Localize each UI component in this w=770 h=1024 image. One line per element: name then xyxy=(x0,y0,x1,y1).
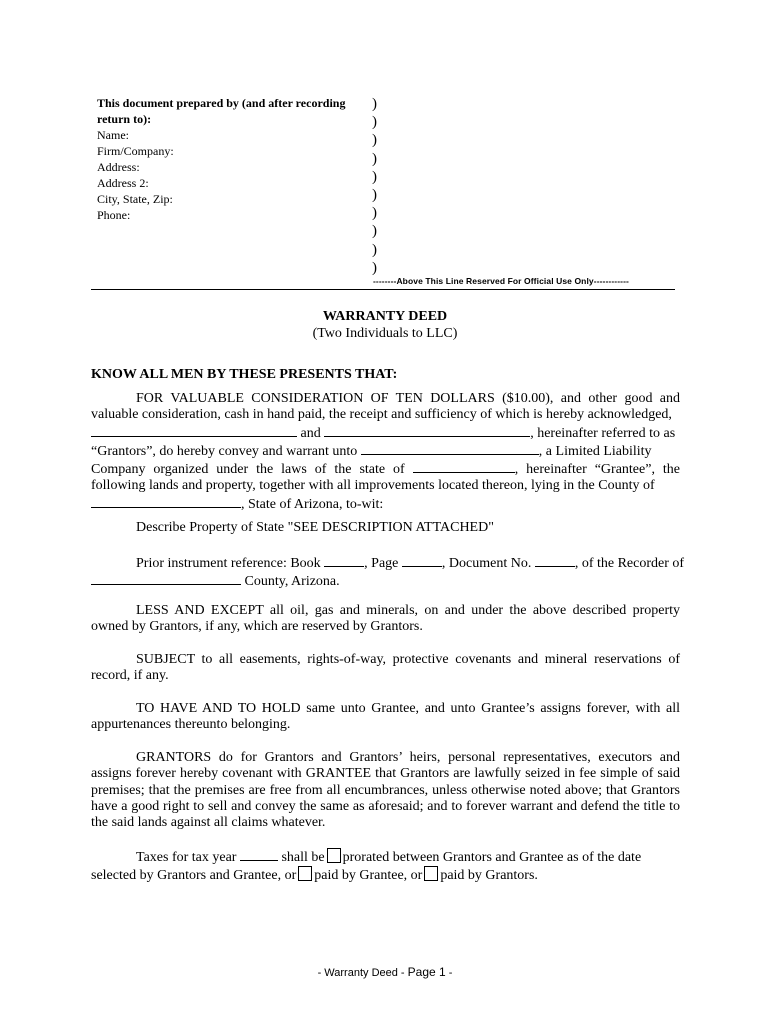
footer-tail: - xyxy=(445,967,453,979)
describe-text: Describe Property of State "SEE DESCRIPTION ATTACHED" xyxy=(136,520,494,535)
tax-year-blank[interactable] xyxy=(240,848,278,861)
habendum-text: TO HAVE AND TO HOLD same unto Grantee, and unto Grantee’s assigns forever, with all appurtenances thereunto belonging. xyxy=(91,701,680,733)
recorder-county-blank[interactable] xyxy=(91,572,241,585)
paren: ) xyxy=(372,223,377,240)
page-blank[interactable] xyxy=(402,554,442,567)
habendum-paragraph xyxy=(91,701,680,734)
paren: ) xyxy=(372,205,377,222)
subject-text: SUBJECT to all easements, rights-of-way, protective covenants and mineral reservations of record, if any. xyxy=(91,652,680,684)
field-phone: Phone: xyxy=(97,208,131,222)
field-firm: Firm/Company: xyxy=(97,144,174,158)
subject-paragraph xyxy=(91,652,680,685)
document-no-label: , Document No. xyxy=(441,556,532,571)
paren: ) xyxy=(372,259,377,276)
page-label: , Page xyxy=(364,556,399,571)
document-subtitle: (Two Individuals to LLC) xyxy=(312,326,458,341)
paren: ) xyxy=(372,96,377,112)
prorated-checkbox[interactable] xyxy=(327,848,341,863)
book-label: Prior instrument reference: Book xyxy=(136,556,321,571)
field-city-state-zip: City, State, Zip: xyxy=(97,192,173,206)
less-except-text: LESS AND EXCEPT all oil, gas and minerals, on and under the above described property owned by Grantors, if any, which are reserved by Grantors. xyxy=(91,603,680,635)
paren: ) xyxy=(372,241,377,258)
grantor-1-blank[interactable] xyxy=(91,424,297,437)
grantee-blank[interactable] xyxy=(361,442,539,455)
consideration-text: FOR VALUABLE CONSIDERATION OF TEN DOLLARS ($10.00), and other good and valuable consideration, cash in hand paid, the receipt and sufficiency of which is hereby acknowledged, xyxy=(91,391,680,423)
field-name: Name: xyxy=(97,128,129,142)
prepared-by-label: This document prepared by (and after recording xyxy=(97,96,346,110)
grantors-text: “Grantors”, do hereby convey and warrant unto xyxy=(91,443,358,459)
prior-instrument xyxy=(91,554,685,591)
paid-by-grantee-text: paid by Grantee, or xyxy=(314,868,423,884)
know-all-heading: KNOW ALL MEN BY THESE PRESENTS THAT: xyxy=(91,367,398,382)
book-blank[interactable] xyxy=(324,554,364,567)
grantee-text: , hereinafter “Grantee”, the following lands and property, together with all improvements located thereon, lying in the County of xyxy=(91,462,680,494)
consideration-paragraph xyxy=(91,391,680,513)
paid-by-grantors-checkbox[interactable] xyxy=(424,866,438,881)
taxes-text xyxy=(91,848,680,885)
reserved-line-label: --------Above This Line Reserved For Official Use Only------------ xyxy=(373,276,629,286)
county-line xyxy=(91,495,680,513)
hereinafter-text: , hereinafter referred to as xyxy=(530,425,676,441)
paren: ) xyxy=(372,168,377,185)
prior-line-2 xyxy=(91,572,680,590)
field-address: Address: xyxy=(97,160,140,174)
shall-be-text: shall be xyxy=(281,850,325,865)
paren: ) xyxy=(372,132,377,149)
prorated-text: prorated between Grantors and Grantee as of the date selected by Grantors and Grantee, or xyxy=(91,850,642,884)
grantee-line xyxy=(91,442,680,460)
paren: ) xyxy=(372,150,377,167)
covenant-paragraph xyxy=(91,750,680,831)
llc-text: , a Limited Liability xyxy=(538,443,652,459)
county-arizona-text: County, Arizona. xyxy=(244,574,340,590)
company-text: Company organized under the laws of the state of xyxy=(91,462,405,478)
grantor-2-blank[interactable] xyxy=(324,424,530,437)
reserved-divider xyxy=(91,289,675,290)
and-text: and xyxy=(300,425,321,441)
return-to-label: return to): xyxy=(97,112,152,126)
covenant-text: GRANTORS do for Grantors and Grantors’ heirs, personal representatives, executors and assigns forever hereby covenant with GRANTEE that Grantors are lawfully seized in fee simple of said premises; that the premises are free from all encumbrances, unless otherwise noted above; that Grantors have a good right to sell and convey the same as aforesaid; and to forever warrant and defend the title to the said lands against all claims whatever. xyxy=(91,750,680,831)
tax-year-label: Taxes for tax year xyxy=(136,850,237,865)
paren: ) xyxy=(372,114,377,131)
paid-by-grantors-text: paid by Grantors. xyxy=(440,868,538,884)
preparer-block xyxy=(97,95,377,223)
grantor-names-line xyxy=(91,424,680,442)
page-number: Page 1 xyxy=(407,965,446,979)
company-line xyxy=(91,460,680,495)
paren-column xyxy=(372,95,386,277)
taxes-paragraph xyxy=(91,848,680,885)
paren: ) xyxy=(372,187,377,204)
document-no-blank[interactable] xyxy=(535,554,575,567)
state-blank[interactable] xyxy=(413,460,515,473)
footer-label: - Warranty Deed - xyxy=(317,967,408,979)
consideration-p1 xyxy=(91,391,680,424)
county-blank[interactable] xyxy=(91,495,241,508)
describe-property xyxy=(91,520,680,536)
field-address-2: Address 2: xyxy=(97,176,149,190)
document-title: WARRANTY DEED xyxy=(322,309,448,324)
page-footer xyxy=(0,965,770,979)
recorder-label: , of the Recorder of xyxy=(574,556,685,571)
paid-by-grantee-checkbox[interactable] xyxy=(298,866,312,881)
prior-line-1 xyxy=(91,554,685,572)
less-except-paragraph xyxy=(91,603,680,636)
state-arizona-text: , State of Arizona, to-wit: xyxy=(241,496,384,512)
